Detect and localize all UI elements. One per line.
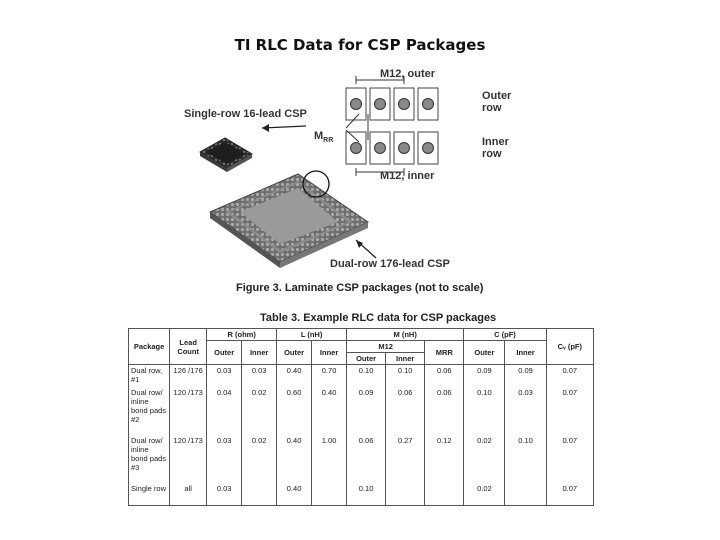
header-lead-count-line1: Lead <box>179 337 197 347</box>
outer-row-leads <box>346 88 438 120</box>
cell-package: Dual row/ inline bond pads #2 <box>129 387 170 435</box>
cell-lead-count: all <box>170 483 207 506</box>
cell-r-inner: 0.02 <box>242 435 277 483</box>
header-m12: M12 <box>347 341 425 353</box>
cell-c-outer: 0.02 <box>464 483 505 506</box>
header-mrr: MRR <box>425 341 464 365</box>
header-m: M (nH) <box>347 329 464 341</box>
cell-package: Dual row, #1 <box>129 365 170 388</box>
cell-r-inner: 0.03 <box>242 365 277 388</box>
cell-lead-count: 120 /173 <box>170 435 207 483</box>
header-r-inner: Inner <box>242 341 277 365</box>
cell-cv: 0.07 <box>546 387 593 435</box>
header-c-inner: Inner <box>505 341 546 365</box>
label-m12-outer: M12, outer <box>380 68 436 80</box>
cell-l-inner: 1.00 <box>312 435 347 483</box>
cell-lead-count: 126 /176 <box>170 365 207 388</box>
cell-m12-inner: 0.10 <box>386 365 425 388</box>
cell-cv: 0.07 <box>546 365 593 388</box>
cell-mrr: 0.06 <box>425 387 464 435</box>
header-l: L (nH) <box>277 329 347 341</box>
header-lead-count-line2: Count <box>177 346 199 356</box>
single-row-csp-chip <box>200 138 252 172</box>
dual-row-csp-chip <box>210 174 368 268</box>
cell-c-outer: 0.02 <box>464 435 505 483</box>
label-inner-row-line1: Inner <box>482 136 509 148</box>
cell-l-outer: 0.40 <box>277 483 312 506</box>
cell-l-inner <box>312 483 347 506</box>
header-c-outer: Outer <box>464 341 505 365</box>
cell-c-outer: 0.09 <box>464 365 505 388</box>
lead-detail-schematic <box>346 76 438 176</box>
label-outer-row <box>482 90 511 114</box>
cell-r-outer: 0.04 <box>207 387 242 435</box>
cell-r-outer: 0.03 <box>207 483 242 506</box>
header-cv: Cᵥ (pF) <box>546 329 593 365</box>
cell-m12-inner: 0.27 <box>386 435 425 483</box>
label-outer-row-line2: row <box>482 102 502 114</box>
cell-mrr: 0.12 <box>425 435 464 483</box>
cell-m12-inner <box>386 483 425 506</box>
label-m12-inner: M12, inner <box>380 170 435 182</box>
cell-c-inner: 0.10 <box>505 435 546 483</box>
cell-l-inner: 0.40 <box>312 387 347 435</box>
rlc-table <box>128 328 594 506</box>
cell-m12-outer: 0.06 <box>347 435 386 483</box>
table-row <box>129 483 594 506</box>
header-l-outer: Outer <box>277 341 312 365</box>
cell-lead-count: 120 /173 <box>170 387 207 435</box>
cell-l-outer: 0.40 <box>277 435 312 483</box>
cell-m12-inner: 0.06 <box>386 387 425 435</box>
label-mrr-sub: RR <box>323 137 334 145</box>
header-lead-count <box>170 329 207 365</box>
cell-r-outer: 0.03 <box>207 365 242 388</box>
table-row <box>129 435 594 483</box>
figure-caption: Figure 3. Laminate CSP packages (not to scale) <box>236 282 484 294</box>
header-r: R (ohm) <box>207 329 277 341</box>
cell-c-inner: 0.09 <box>505 365 546 388</box>
cell-r-outer: 0.03 <box>207 435 242 483</box>
header-l-inner: Inner <box>312 341 347 365</box>
cell-r-inner <box>242 483 277 506</box>
slide-title: TI RLC Data for CSP Packages <box>234 36 486 54</box>
cell-cv: 0.07 <box>546 483 593 506</box>
header-r-outer: Outer <box>207 341 242 365</box>
cell-mrr: 0.06 <box>425 365 464 388</box>
cell-m12-outer: 0.10 <box>347 483 386 506</box>
cell-l-inner: 0.70 <box>312 365 347 388</box>
label-inner-row <box>482 136 509 160</box>
cell-c-inner <box>505 483 546 506</box>
csp-figure <box>170 62 550 302</box>
header-c: C (pF) <box>464 329 546 341</box>
label-inner-row-line2: row <box>482 148 502 160</box>
label-dual-row-csp: Dual-row 176-lead CSP <box>330 258 450 270</box>
label-outer-row-line1: Outer <box>482 90 512 102</box>
cell-c-outer: 0.10 <box>464 387 505 435</box>
cell-package: Single row <box>129 483 170 506</box>
inner-row-leads <box>346 132 438 164</box>
header-m12-outer: Outer <box>347 353 386 365</box>
cell-mrr <box>425 483 464 506</box>
label-mrr-main: M <box>314 130 324 142</box>
cell-cv: 0.07 <box>546 435 593 483</box>
header-m12-inner: Inner <box>386 353 425 365</box>
table-row <box>129 365 594 388</box>
cell-l-outer: 0.60 <box>277 387 312 435</box>
label-mrr <box>314 130 333 144</box>
cell-c-inner: 0.03 <box>505 387 546 435</box>
cell-m12-outer: 0.10 <box>347 365 386 388</box>
cell-package: Dual row/ inline bond pads #3 <box>129 435 170 483</box>
table-row <box>129 387 594 435</box>
cell-r-inner: 0.02 <box>242 387 277 435</box>
label-single-row-csp: Single-row 16-lead CSP <box>184 108 307 120</box>
cell-l-outer: 0.40 <box>277 365 312 388</box>
cell-m12-outer: 0.09 <box>347 387 386 435</box>
table-title: Table 3. Example RLC data for CSP packages <box>260 312 497 324</box>
header-package: Package <box>129 329 170 365</box>
